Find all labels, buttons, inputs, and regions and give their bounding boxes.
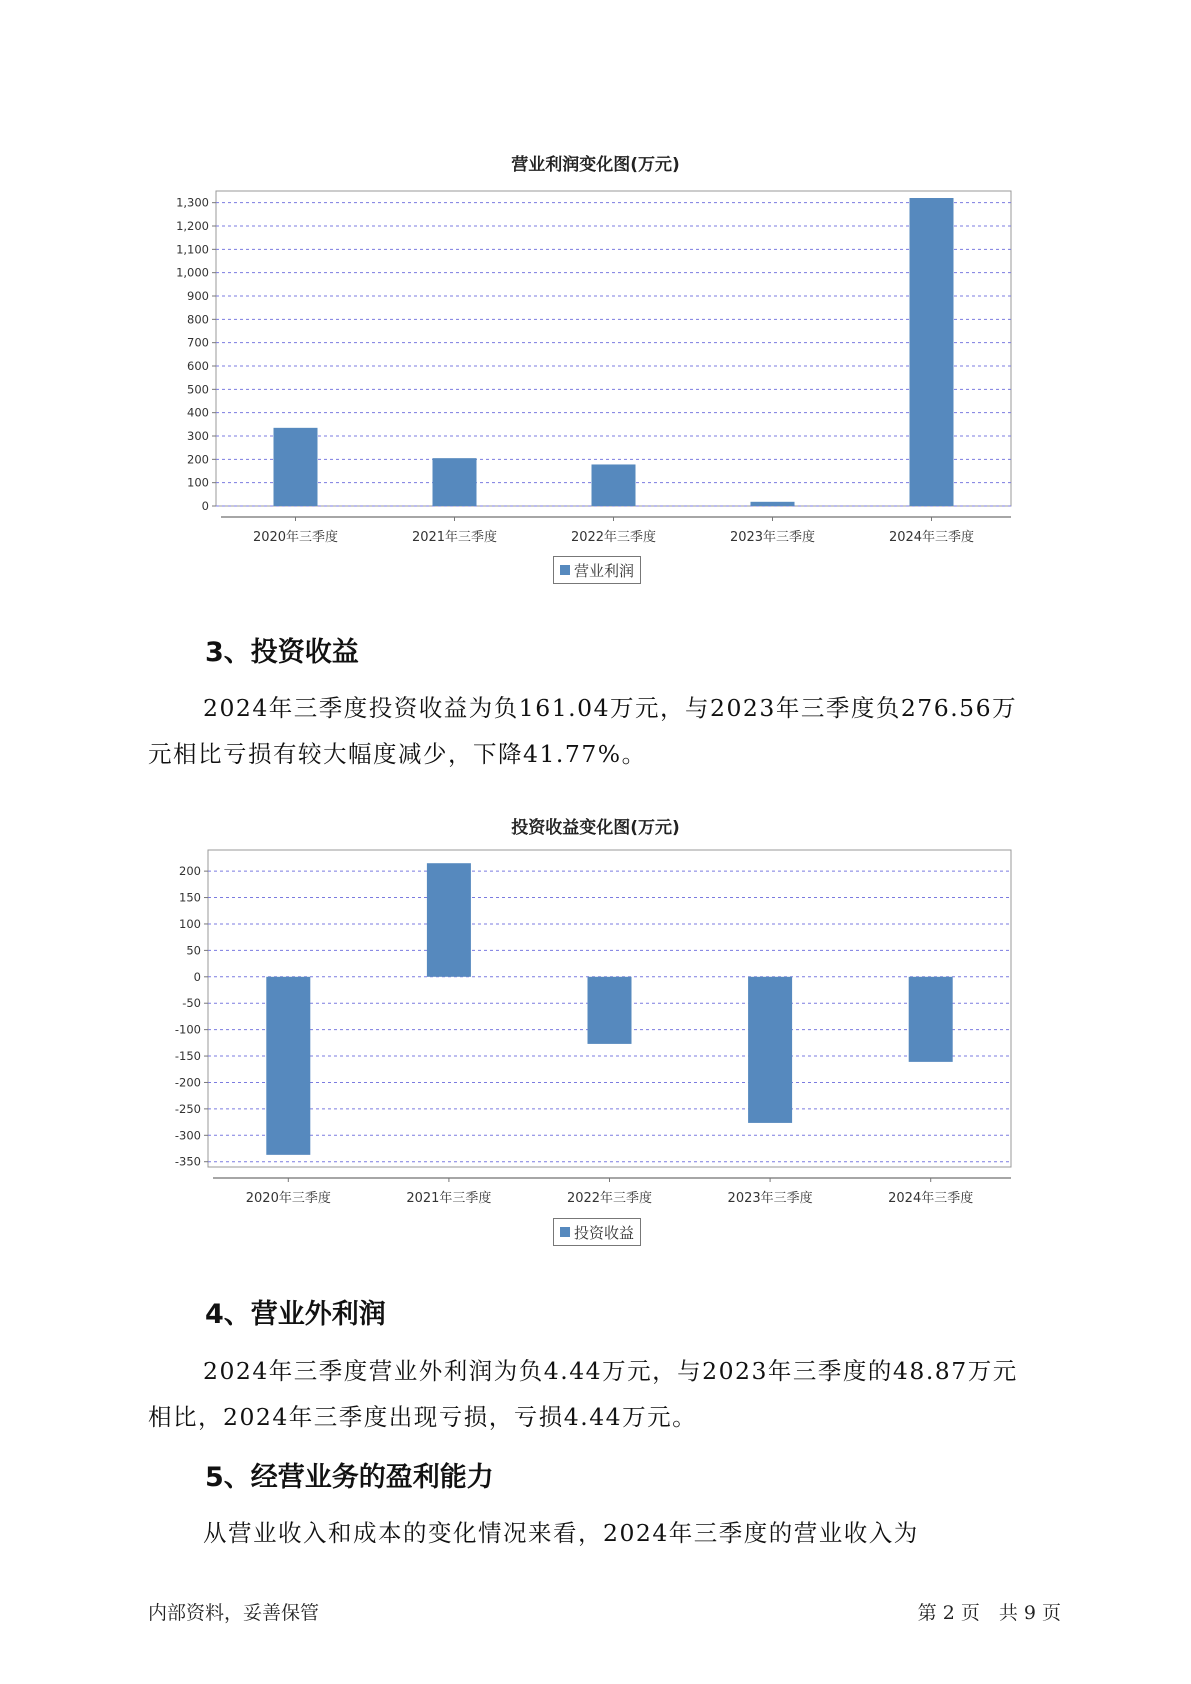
y-tick-label: -250 (174, 1101, 201, 1116)
section-heading-profitability: 5、经营业务的盈利能力 (205, 1462, 494, 1493)
y-tick-label: -350 (174, 1154, 201, 1169)
y-tick-label: 100 (179, 916, 201, 931)
profitability-paragraph (148, 1510, 1068, 1556)
bar (588, 977, 632, 1044)
x-tick-label: 2024年三季度 (888, 1191, 974, 1206)
chart2-legend (553, 1218, 641, 1246)
y-tick-label: 800 (187, 312, 209, 327)
non-operating-profit-paragraph (148, 1348, 1068, 1440)
y-tick-label: 200 (187, 452, 209, 467)
bar (266, 977, 310, 1155)
y-tick-label: 1,100 (176, 242, 209, 257)
x-tick-label: 2023年三季度 (729, 530, 816, 545)
y-tick-label: -150 (174, 1049, 201, 1064)
section-heading-non-operating-profit: 4、营业外利润 (205, 1299, 386, 1330)
y-tick-label: 0 (201, 499, 209, 513)
paragraph-line: 2024年三季度营业外利润为负4.44万元，与2023年三季度的48.87万元 (203, 1357, 1018, 1385)
y-tick-label: 100 (187, 475, 209, 490)
legend-swatch-icon (560, 1227, 570, 1237)
chart2-legend-label: 投资收益 (574, 1223, 635, 1242)
y-tick-label: 900 (187, 289, 209, 303)
y-tick-label: 1,000 (176, 265, 209, 280)
y-tick-label: 200 (179, 864, 201, 879)
y-tick-label: 500 (187, 382, 209, 397)
footer-confidential: 内部资料，妥善保管 (148, 1602, 320, 1624)
y-tick-label: 0 (193, 969, 201, 984)
y-tick-label: -100 (174, 1022, 201, 1037)
y-tick-label: 150 (179, 890, 201, 905)
y-tick-label: 1,300 (176, 195, 209, 210)
footer-page-number: 第 2 页 共 9 页 (917, 1602, 1061, 1624)
x-tick-label: 2023年三季度 (727, 1191, 813, 1206)
bar (909, 977, 953, 1062)
x-tick-label: 2020年三季度 (252, 530, 339, 545)
x-tick-label: 2021年三季度 (411, 530, 498, 545)
x-tick-label: 2022年三季度 (570, 530, 657, 545)
paragraph-line: 元相比亏损有较大幅度减少，下降41.77%。 (148, 740, 647, 768)
y-tick-label: 700 (187, 335, 209, 350)
chart1-legend-label: 营业利润 (574, 561, 635, 580)
chart1-title: 营业利润变化图(万元) (511, 155, 680, 175)
paragraph-line: 相比，2024年三季度出现亏损，亏损4.44万元。 (148, 1403, 698, 1431)
bar (748, 977, 792, 1123)
y-tick-label: 400 (187, 405, 209, 420)
x-tick-label: 2024年三季度 (888, 530, 975, 545)
y-tick-label: -50 (182, 996, 201, 1011)
x-tick-label: 2020年三季度 (245, 1191, 331, 1206)
y-tick-label: -300 (174, 1128, 201, 1143)
x-tick-label: 2022年三季度 (566, 1191, 653, 1206)
bar (427, 863, 471, 977)
x-tick-label: 2021年三季度 (406, 1191, 492, 1206)
y-tick-label: 50 (186, 943, 201, 958)
section-heading-investment-income: 3、投资收益 (205, 637, 359, 668)
y-tick-label: -200 (174, 1075, 201, 1090)
paragraph-line: 从营业收入和成本的变化情况来看，2024年三季度的营业收入为 (203, 1519, 919, 1547)
paragraph-line: 2024年三季度投资收益为负161.04万元，与2023年三季度负276.56万 (203, 694, 1018, 722)
y-tick-label: 600 (187, 359, 209, 373)
y-tick-label: 1,200 (176, 219, 209, 233)
chart2-title: 投资收益变化图(万元) (511, 818, 680, 838)
y-tick-label: 300 (187, 429, 209, 443)
